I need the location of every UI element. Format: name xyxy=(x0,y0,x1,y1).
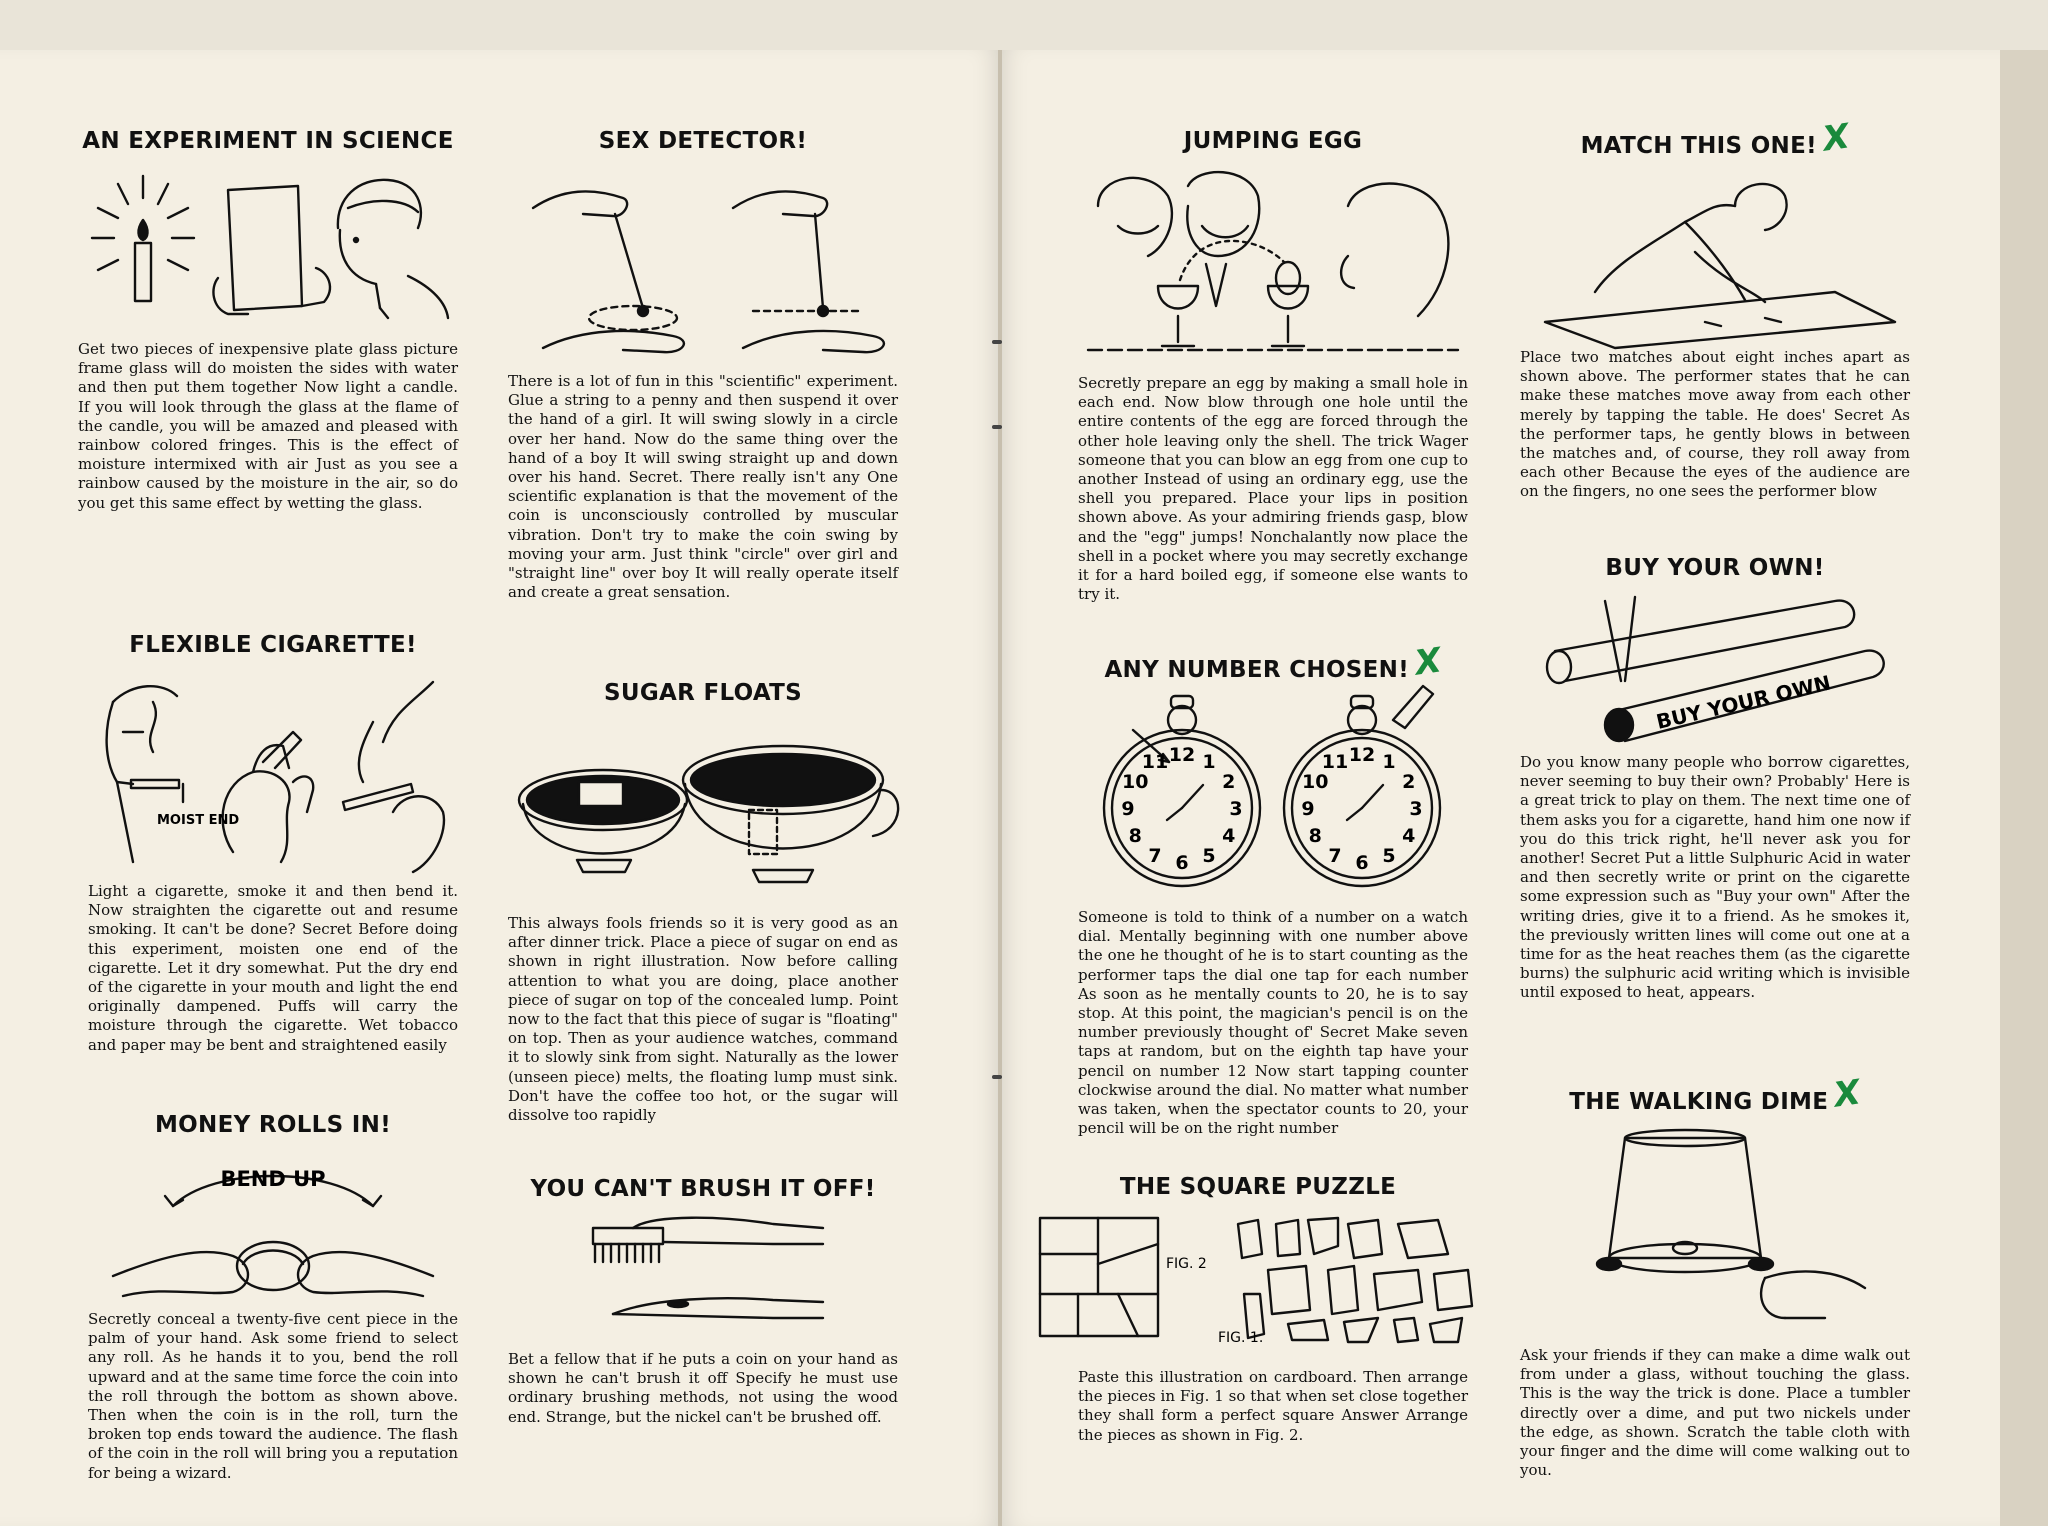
article-any-number-chosen xyxy=(1078,640,1468,1138)
bend-up-label: BEND UP xyxy=(220,1167,326,1191)
article-text: Someone is told to think of a number on a watch dial. Mentally beginning with one number above the one he thought of he is to start counting as the performer taps the dial one tap for each number As soon as he mentally counts to 20, he is to say stop. At this point, the magician's pencil is on the number previously thought of' Secret Make seven taps at random, but on the eighth tap have your pencil on number 12 Now start tapping counter clockwise around the dial. No matter what number was taken, when the spectator counts to 20, your pencil will be on the right number xyxy=(1078,908,1468,1138)
article-sex-detector xyxy=(508,128,898,602)
article-title xyxy=(1520,1072,1910,1118)
green-check-mark: X xyxy=(1412,640,1445,684)
article-text: Secretly conceal a twenty-five cent piece in the palm of your hand. Ask some friend to select any roll. As he hands it to you, bend the roll upward and at the same time force the coin into the roll through the bottom as shown above. Then when the coin is in the roll, turn the broken top ends toward the audience. The flash of the coin in the roll will bring you a reputation for being a wizard. xyxy=(88,1310,458,1482)
dial-number: 2 xyxy=(1402,771,1416,793)
buy-your-own-label: BUY YOUR OWN xyxy=(1653,670,1833,734)
dial-number: 11 xyxy=(1141,751,1169,774)
article-title: JUMPING EGG xyxy=(1183,128,1363,154)
candle-glass-illustration xyxy=(88,168,448,318)
article-title: SEX DETECTOR! xyxy=(598,128,808,154)
dial-number: 12 xyxy=(1168,744,1196,766)
square-puzzle-illustration xyxy=(1038,1214,1478,1354)
page-edge xyxy=(2000,50,2048,1526)
flexible-cigarette-illustration xyxy=(93,672,453,872)
match-performer-illustration xyxy=(1535,172,1895,342)
green-check-mark: X xyxy=(1831,1072,1864,1116)
article-walking-dime xyxy=(1520,1072,1910,1480)
pocket-watches-illustration xyxy=(1093,690,1453,900)
dial-number: 6 xyxy=(1175,852,1189,874)
article-title: THE SQUARE PUZZLE xyxy=(1119,1174,1397,1200)
dial-number: 7 xyxy=(1328,844,1342,867)
article-title: BUY YOUR OWN! xyxy=(1605,555,1825,581)
dial-number: 10 xyxy=(1121,771,1149,793)
staple xyxy=(992,1075,1002,1079)
walking-dime-illustration xyxy=(1565,1128,1865,1328)
article-text: Ask your friends if they can make a dime walk out from under a glass, without touching the glass. This is the way the trick is done. Place a tumbler directly over a dime, and put two nickels under the edge, as shown. Scratch the table cloth with your finger and the dime will come walking out to you. xyxy=(1520,1346,1910,1480)
article-text: There is a lot of fun in this "scientific" experiment. Glue a string to a penny and then suspend it over the hand of a girl. It will swing slowly in a circle over her hand. Now do the same thing over the hand of a boy It will swing straight up and down over his hand. Secret. There really isn't any One scientific explanation is that the movement of the coin is unconsciously controlled by muscular vibration. Don't try to make the coin swing by moving your arm. Just think "circle" over girl and "straight line" over boy It will really operate itself and create a great sensation. xyxy=(508,372,898,602)
dial-number: 12 xyxy=(1348,744,1376,766)
article-sugar-floats xyxy=(508,680,898,1125)
article-text: Place two matches about eight inches apart as shown above. The performer states that he can make these matches move away from each other merely by tapping the table. He does' Secret As the performer taps, he gently blows in between the matches and, of course, they roll away from each other Because the eyes of the audience are on the fingers, no one sees the performer blow xyxy=(1520,348,1910,501)
article-title: FLEXIBLE CIGARETTE! xyxy=(129,632,417,658)
dial-number: 2 xyxy=(1222,771,1236,793)
dial-number: 5 xyxy=(1382,844,1396,867)
article-title-text: THE WALKING DIME xyxy=(1569,1089,1829,1115)
staple xyxy=(992,340,1002,344)
moist-end-label: MOIST END xyxy=(157,813,240,828)
article-text: Paste this illustration on cardboard. Then arrange the pieces in Fig. 1 so that when set close together they shall form a perfect square Answer Arrange the pieces as shown in Fig. 2. xyxy=(1078,1368,1468,1444)
dial-number: 5 xyxy=(1202,844,1216,867)
fig1-label: FIG. 1. xyxy=(1218,1330,1264,1346)
dial-number: 10 xyxy=(1301,771,1329,793)
dial-number: 8 xyxy=(1308,825,1322,847)
dial-number: 1 xyxy=(1202,751,1216,774)
article-title: SUGAR FLOATS xyxy=(604,680,802,706)
article-text: Bet a fellow that if he puts a coin on your hand as shown he can't brush it off Specify he must use ordinary brushing methods, not using the wood end. Strange, but the nickel can't be brushed off. xyxy=(508,1350,898,1426)
article-jumping-egg xyxy=(1078,128,1468,604)
dial-number: 7 xyxy=(1148,844,1162,867)
article-title: MONEY ROLLS IN! xyxy=(154,1112,391,1138)
green-check-mark: X xyxy=(1820,116,1853,160)
brush-hand-illustration xyxy=(573,1214,833,1334)
dial-number: 3 xyxy=(1409,798,1423,820)
buy-your-own-cigarettes-illustration xyxy=(1535,591,1895,741)
article-text: Secretly prepare an egg by making a small hole in each end. Now blow through one hole until the entire contents of the egg are forced through the other hole leaving only the shell. The trick Wager someone that you can blow an egg from one cup to another Instead of using an ordinary egg, use the shell you prepared. Place your lips in position shown above. As your admiring friends gasp, blow and the "egg" jumps! Nonchalantly now place the shell in a pocket where you may secretly exchange it for a hard boiled egg, if someone else wants to try it. xyxy=(1078,374,1468,604)
dial-number: 4 xyxy=(1222,825,1236,847)
jumping-egg-illustration xyxy=(1088,166,1458,356)
dial-number: 9 xyxy=(1301,798,1315,820)
dial-number: 3 xyxy=(1229,798,1243,820)
article-flexible-cigarette xyxy=(88,632,458,1055)
article-match-this-one xyxy=(1520,116,1910,502)
article-title: AN EXPERIMENT IN SCIENCE xyxy=(82,128,454,154)
dial-number: 4 xyxy=(1402,825,1416,847)
staple xyxy=(992,425,1002,429)
article-text: Get two pieces of inexpensive plate glass picture frame glass will do moisten the sides with water and then put them together Now light a candle. If you will look through the glass at the flame of the candle, you will be amazed and pleased with rainbow colored fringes. This is the effect of moisture intermixed with air Just as you see a rainbow caused by the moisture in the air, so do you get this same effect by wetting the glass. xyxy=(78,340,458,512)
article-square-puzzle xyxy=(1038,1174,1478,1445)
dial-number: 1 xyxy=(1382,751,1396,774)
dial-number: 8 xyxy=(1128,825,1142,847)
fig2-label: FIG. 2 xyxy=(1166,1256,1207,1272)
sex-detector-illustration xyxy=(523,168,883,358)
article-buy-your-own xyxy=(1520,555,1910,1003)
article-title xyxy=(1520,116,1910,162)
article-text: Light a cigarette, smoke it and then bend it. Now straighten the cigarette out and resume smoking. It can't be done? Secret Before doing this experiment, moisten one end of the cigarette. Let it dry somewhat. Put the dry end of the cigarette in your mouth and light the end originally dampened. Puffs will carry the moisture through the cigarette. Wet tobacco and paper may be bent and straightened easily xyxy=(88,882,458,1054)
article-title: YOU CAN'T BRUSH IT OFF! xyxy=(530,1176,876,1202)
article-experiment-in-science xyxy=(78,128,458,513)
article-title-text: MATCH THIS ONE! xyxy=(1580,133,1817,159)
article-brush-it-off xyxy=(508,1176,898,1427)
book-spine xyxy=(998,50,1002,1526)
money-rolls-illustration xyxy=(103,1146,443,1296)
article-title-text: ANY NUMBER CHOSEN! xyxy=(1104,657,1410,683)
article-text: This always fools friends so it is very good as an after dinner trick. Place a piece of sugar on end as shown in right illustration. Now before calling attention to what you are doing, place another piece of sugar on top of the concealed lump. Point now to the fact that this piece of sugar is "floating" on top. Then as your audience watches, command it to slowly sink from sight. Naturally as the lower (unseen piece) melts, the floating lump must sink. Don't have the coffee too hot, or the sugar will dissolve too rapidly xyxy=(508,914,898,1125)
article-title xyxy=(1078,640,1468,686)
dial-number: 9 xyxy=(1121,798,1135,820)
dial-number: 11 xyxy=(1321,751,1349,774)
article-text: Do you know many people who borrow cigarettes, never seeming to buy their own? Probably' Here is a great trick to play on them. The next time one of them asks you for a cigarette, hand him one now if you do this trick right, he'll never ask you for another! Secret Put a little Sulphuric Acid in water and then secretly write or print on the cigarette some expression such as "Buy your own" After the writing dries, give it to a friend. As he smokes it, the previously written lines will come out one at a time for as the heat reaches them (as the cigarette burns) the sulphuric acid writing which is invisible until exposed to heat, appears. xyxy=(1520,753,1910,1002)
article-money-rolls-in xyxy=(88,1112,458,1483)
sugar-floats-illustration xyxy=(513,720,893,890)
dial-number: 6 xyxy=(1355,852,1369,874)
